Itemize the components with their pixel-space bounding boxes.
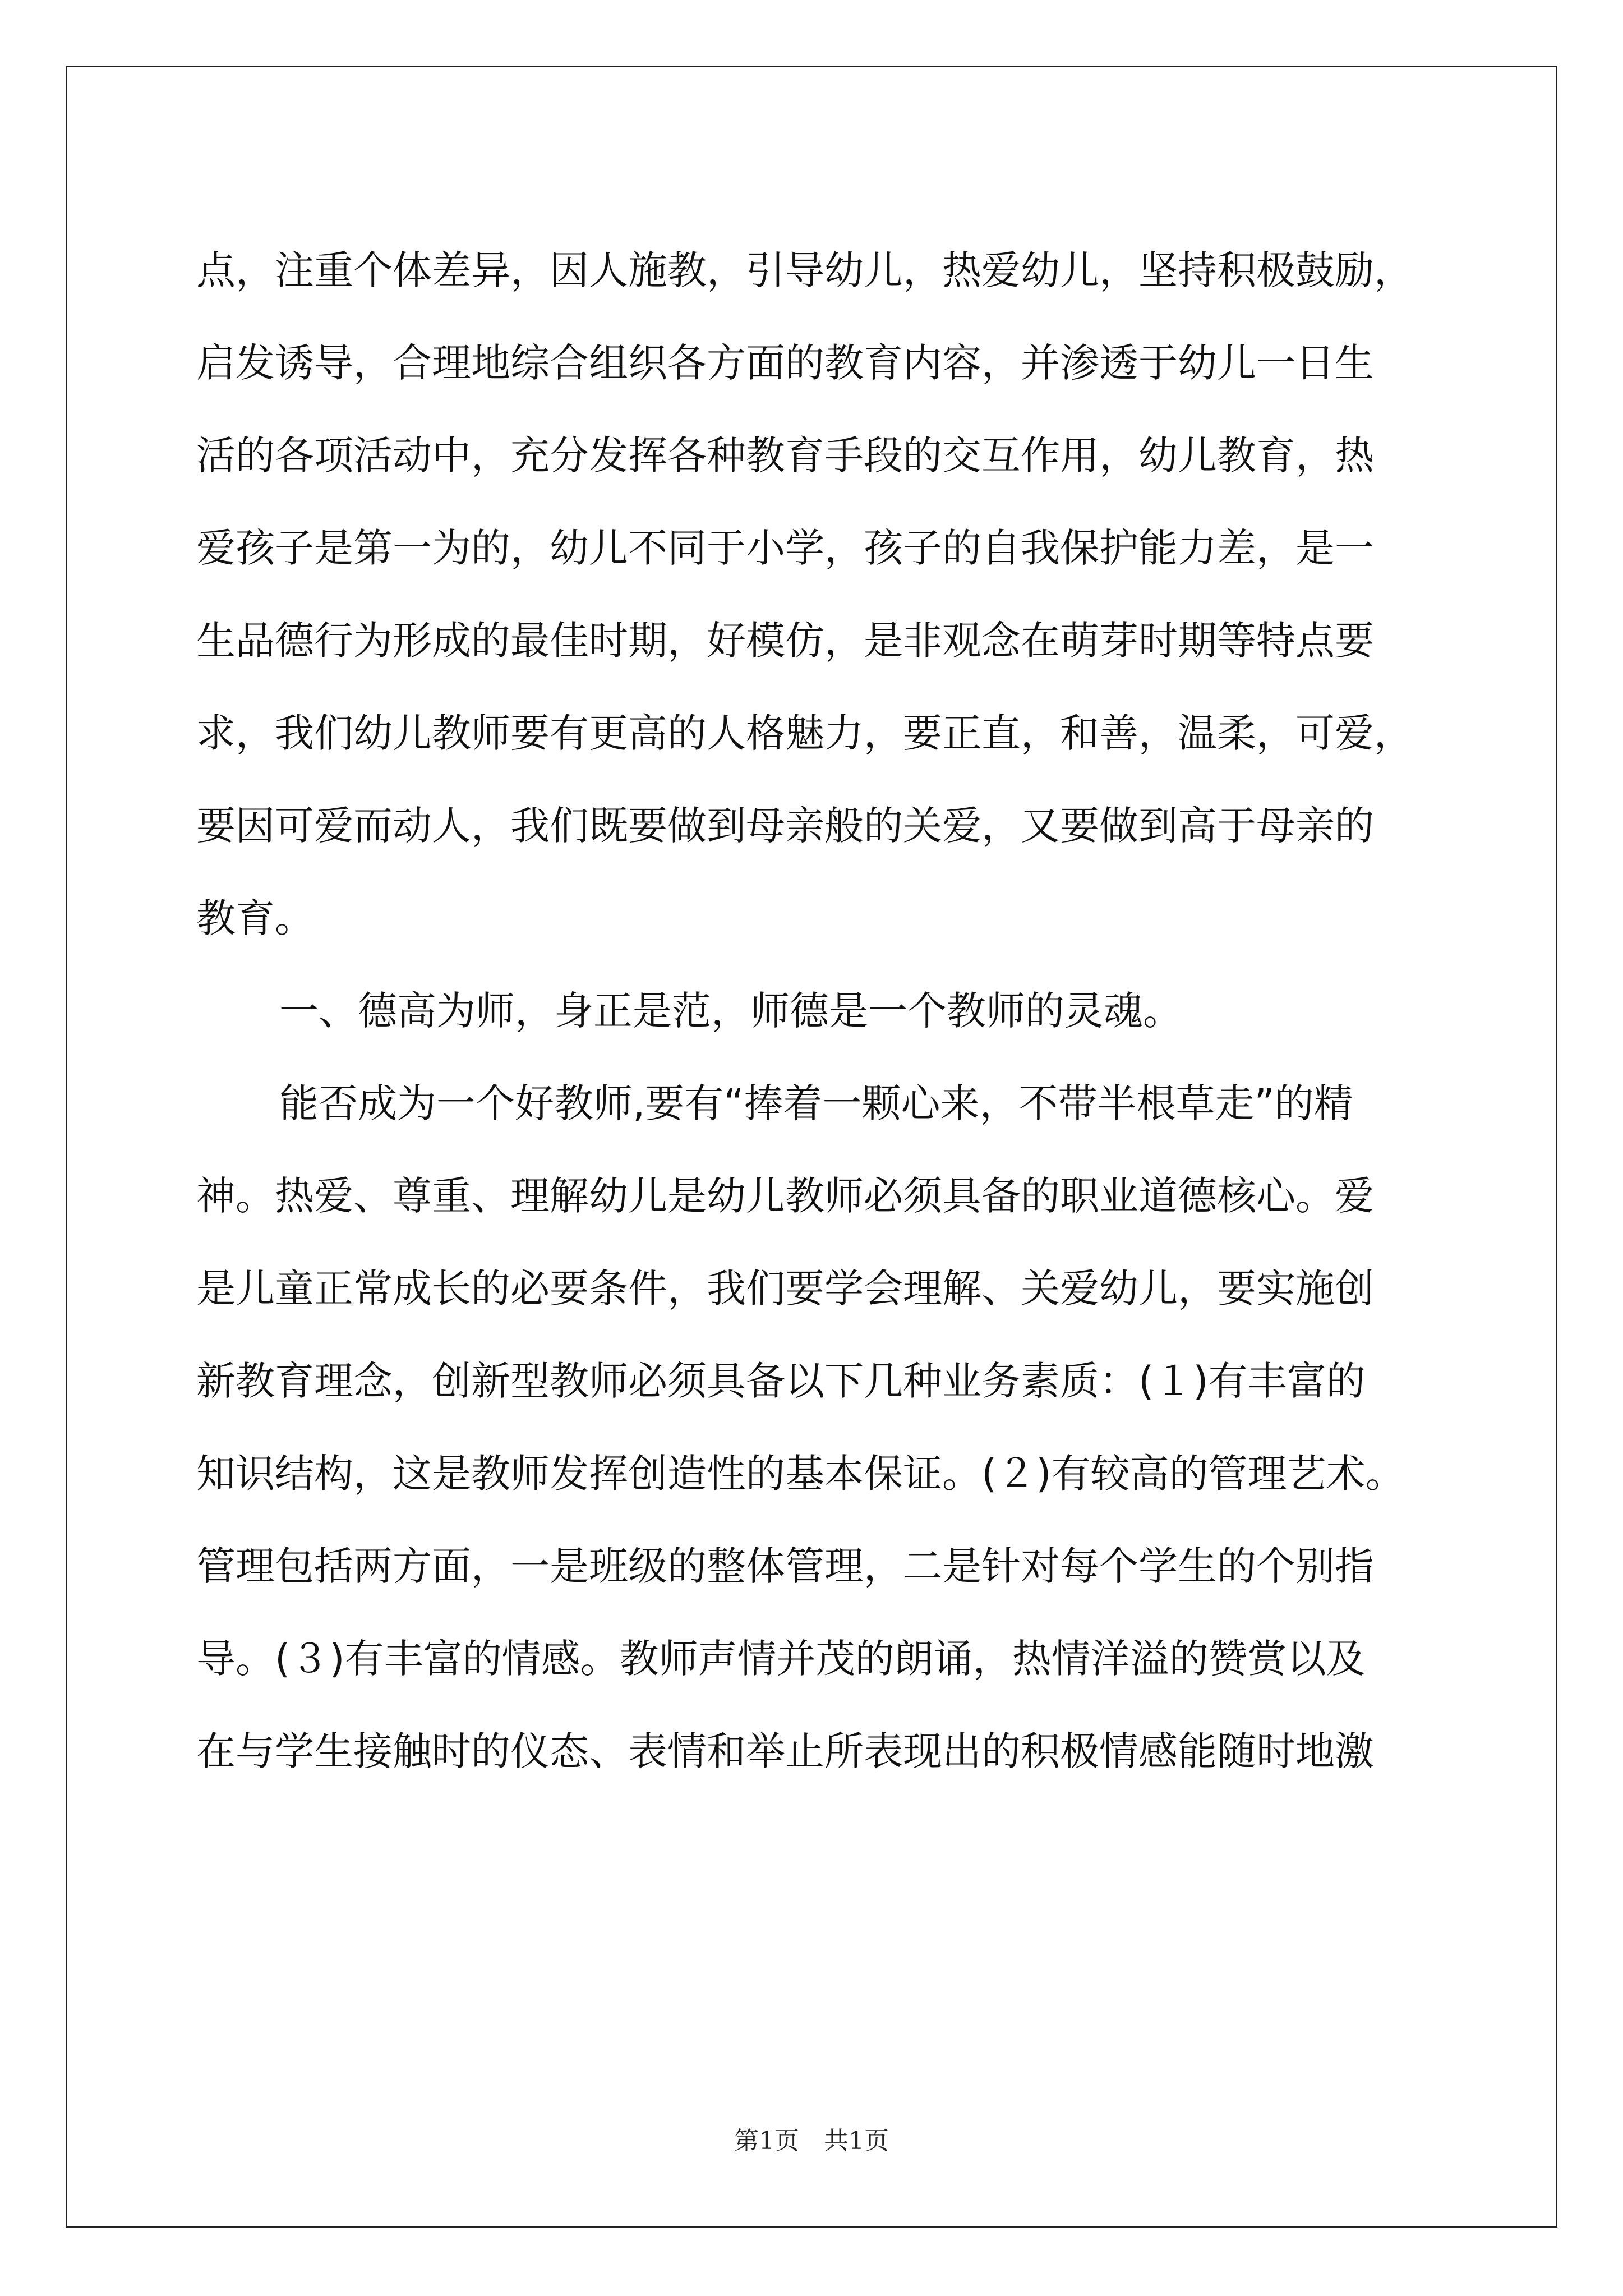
text-line: 生品德行为形成的最佳时期，好模仿，是非观念在萌芽时期等特点要 bbox=[196, 618, 1374, 664]
text-line: 要因可爱而动人，我们既要做到母亲般的关爱，又要做到高于母亲的 bbox=[196, 803, 1374, 849]
page-number: 第1页 共1页 bbox=[734, 2127, 889, 2155]
paragraph-start-line: 能否成为一个好教师,要有“捧着一颗心来，不带半根草走”的精 bbox=[279, 1080, 1353, 1126]
text-line: 是儿童正常成长的必要条件，我们要学会理解、关爱幼儿，要实施创 bbox=[196, 1266, 1374, 1312]
section-heading: 一、德高为师，身正是范，师德是一个教师的灵魂。 bbox=[279, 988, 1182, 1034]
document-body bbox=[196, 224, 1430, 1798]
text-line: 点，注重个体差异，因人施教，引导幼儿，热爱幼儿，坚持积极鼓励， bbox=[196, 247, 1413, 293]
text-line: 教育。 bbox=[196, 895, 314, 941]
text-line: 求，我们幼儿教师要有更高的人格魅力，要正直，和善，温柔，可爱， bbox=[196, 710, 1413, 756]
text-line: 神。热爱、尊重、理解幼儿是幼儿教师必须具备的职业道德核心。爱 bbox=[196, 1173, 1374, 1219]
text-line: 导。(３)有丰富的情感。教师声情并茂的朗诵，热情洋溢的赞赏以及 bbox=[196, 1636, 1366, 1682]
text-line: 新教育理念，创新型教师必须具备以下几种业务素质：(１)有丰富的 bbox=[196, 1358, 1366, 1404]
text-line: 活的各项活动中，充分发挥各种教育手段的交互作用，幼儿教育，热 bbox=[196, 432, 1374, 478]
text-line: 知识结构，这是教师发挥创造性的基本保证。(２)有较高的管理艺术。 bbox=[196, 1451, 1405, 1497]
text-line: 启发诱导，合理地综合组织各方面的教育内容，并渗透于幼儿一日生 bbox=[196, 340, 1374, 386]
text-line: 管理包括两方面，一是班级的整体管理，二是针对每个学生的个别指 bbox=[196, 1543, 1374, 1589]
text-line: 在与学生接触时的仪态、表情和举止所表现出的积极情感能随时地激 bbox=[196, 1728, 1374, 1774]
text-line: 爱孩子是第一为的，幼儿不同于小学，孩子的自我保护能力差，是一 bbox=[196, 525, 1374, 571]
